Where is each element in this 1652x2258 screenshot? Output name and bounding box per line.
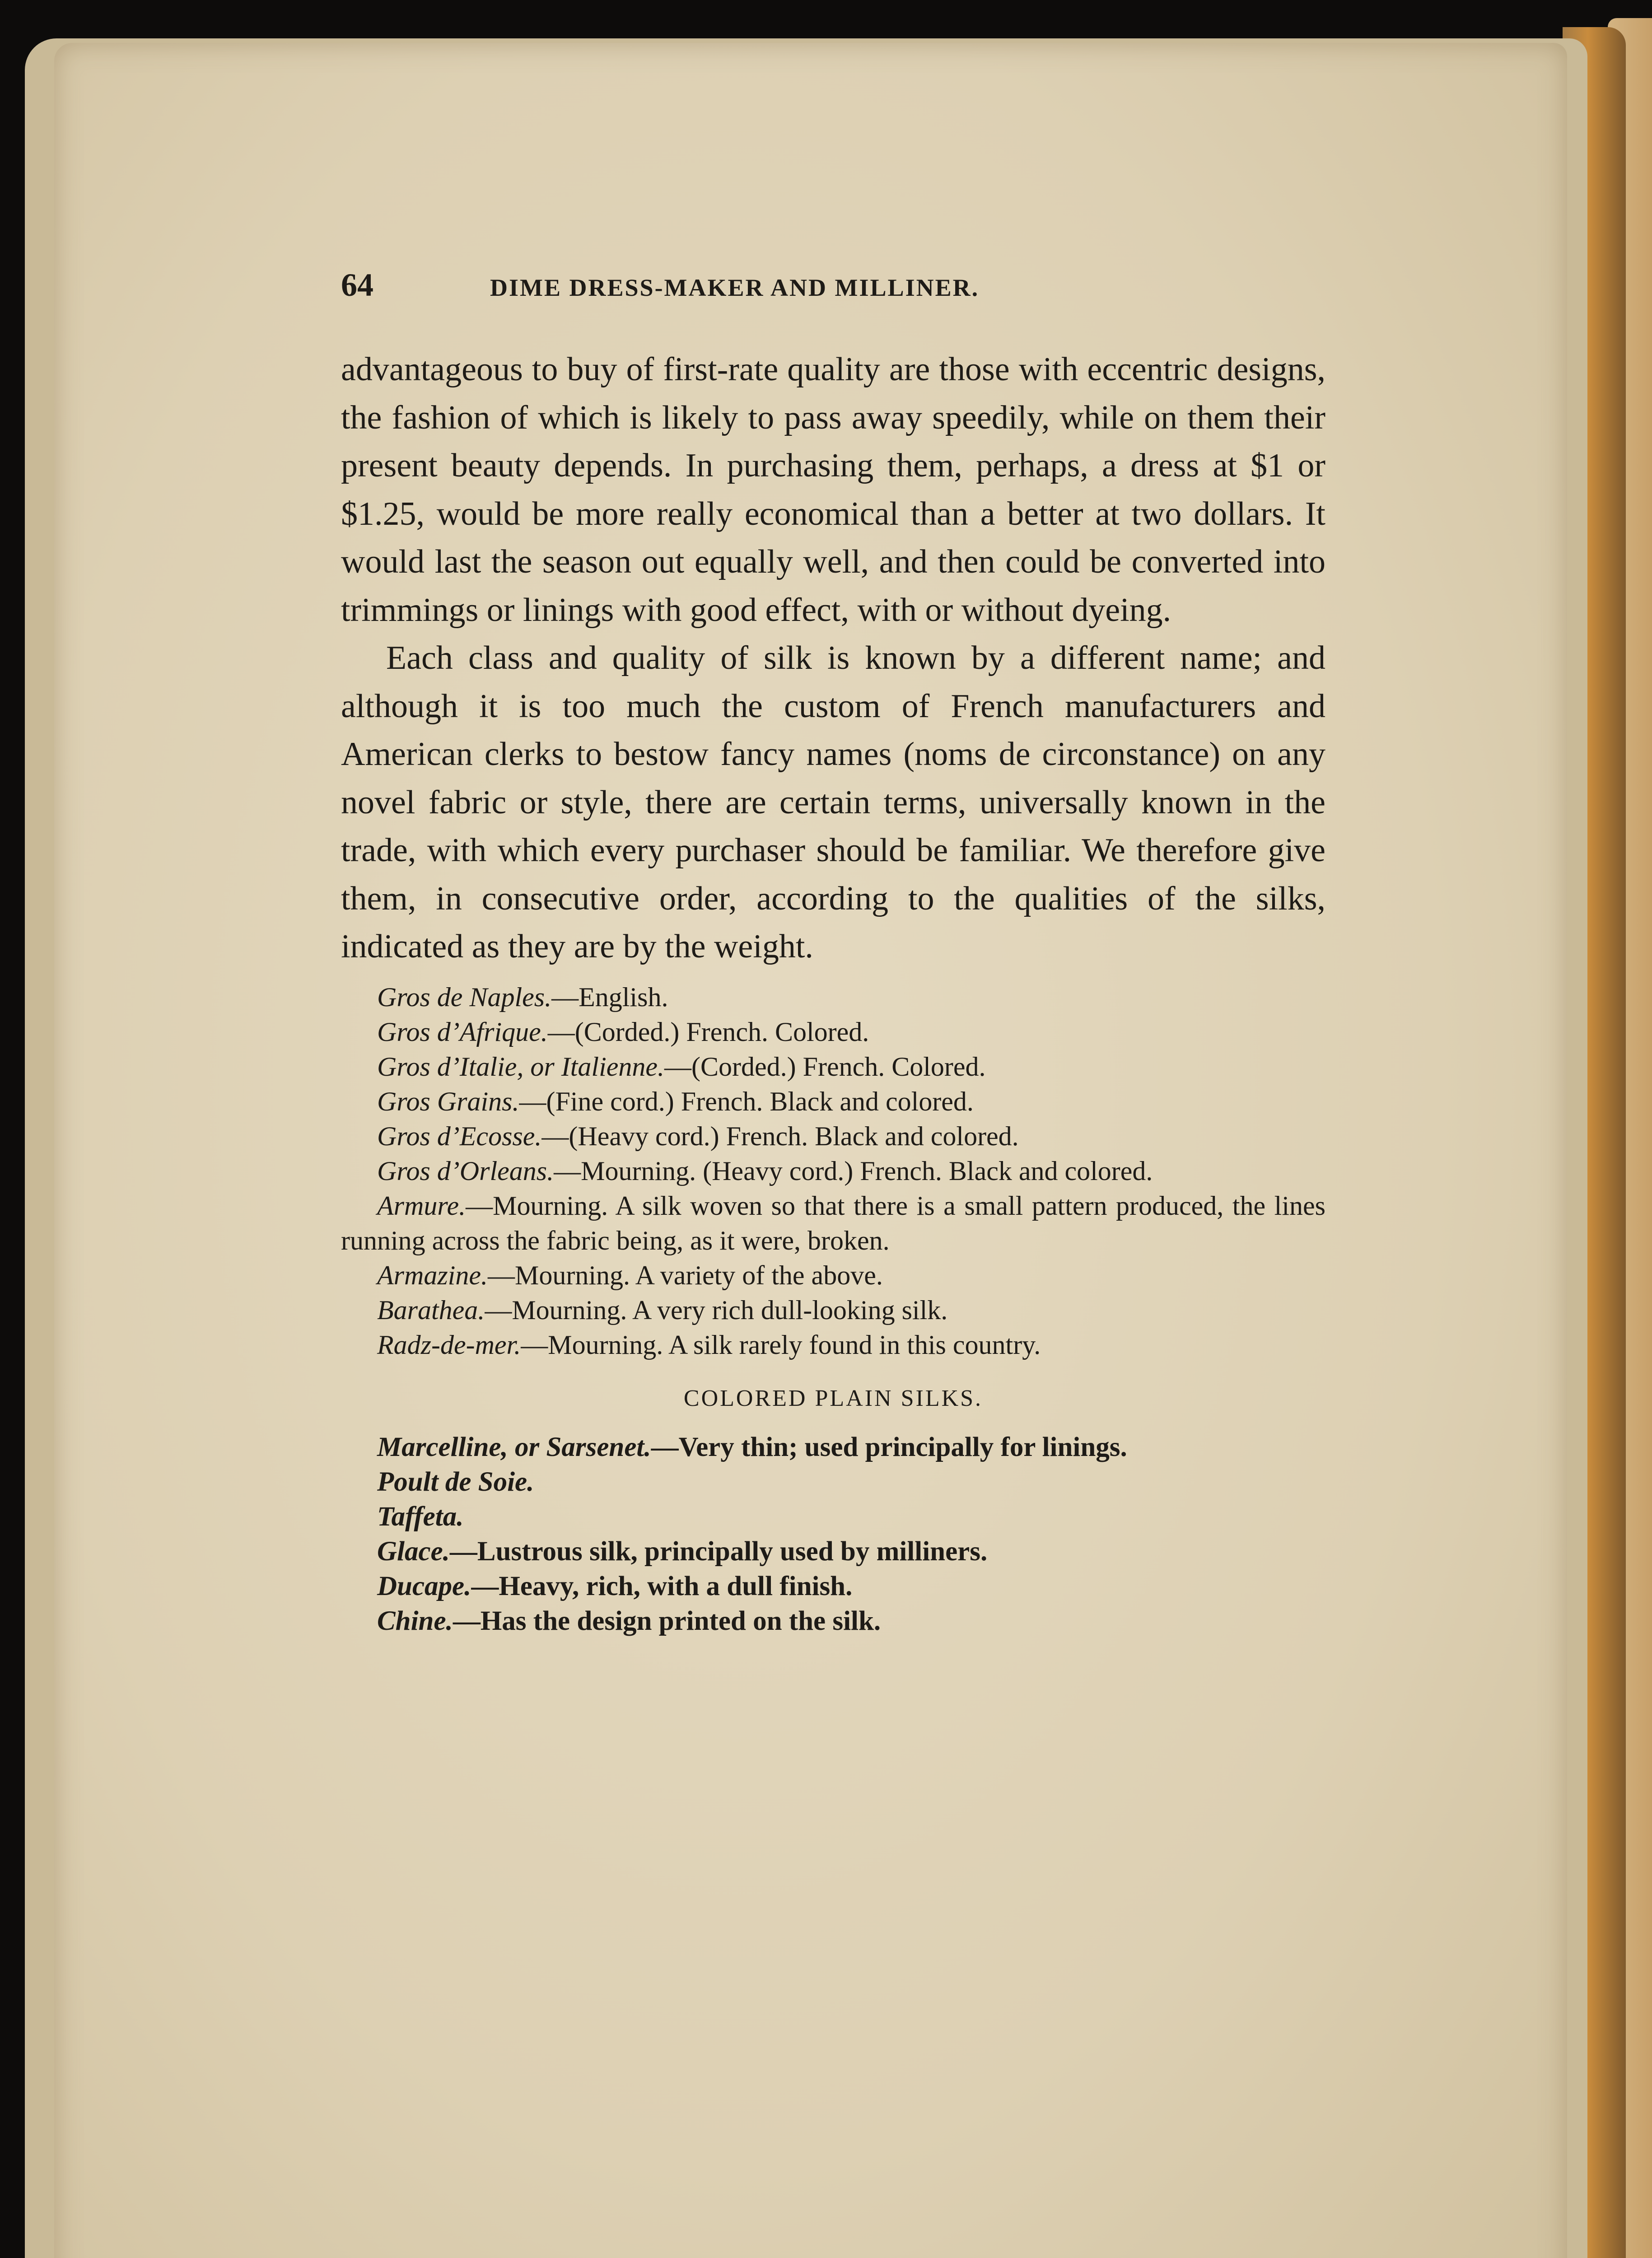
term-entry <box>341 1189 1325 1258</box>
term-entry <box>341 1499 1325 1534</box>
term-name: Gros d’Ecosse. <box>377 1121 542 1151</box>
running-head: DIME DRESS-MAKER AND MILLINER. <box>490 274 980 301</box>
term-name: Gros d’Afrique. <box>377 1017 548 1047</box>
term-entry <box>341 1154 1325 1189</box>
term-name: Barathea. <box>377 1295 485 1325</box>
term-description: —Mourning. A silk rarely found in this country. <box>521 1330 1041 1360</box>
term-description: —(Corded.) French. Colored. <box>547 1017 869 1047</box>
term-name: Glace. <box>377 1536 450 1567</box>
term-name: Chine. <box>377 1605 453 1636</box>
term-name: Armure. <box>377 1190 466 1221</box>
term-entry <box>341 1015 1325 1050</box>
term-name: Gros d’Italie, or Italienne. <box>377 1051 665 1082</box>
term-description: —Heavy, rich, with a dull finish. <box>471 1571 853 1601</box>
term-entry <box>341 1569 1325 1604</box>
term-description: —Has the design printed on the silk. <box>453 1605 881 1636</box>
term-entry <box>341 1050 1325 1084</box>
term-entry <box>341 1430 1325 1465</box>
term-name: Radz-de-mer. <box>377 1330 521 1360</box>
silk-terms-list <box>341 980 1325 1362</box>
term-entry <box>341 1534 1325 1569</box>
term-entry <box>341 1328 1325 1362</box>
term-name: Gros Grains. <box>377 1086 519 1116</box>
term-entry <box>341 1258 1325 1293</box>
term-name: Marcelline, or Sarsenet. <box>377 1432 651 1462</box>
term-name: Poult de Soie. <box>377 1466 534 1497</box>
term-name: Gros d’Orleans. <box>377 1156 554 1186</box>
page-number: 64 <box>341 267 373 303</box>
term-name: Gros de Naples. <box>377 982 552 1012</box>
term-entry <box>341 1465 1325 1499</box>
page-text <box>341 266 1325 1638</box>
term-name: Armazine. <box>377 1260 488 1290</box>
section-heading: COLORED PLAIN SILKS. <box>683 1385 983 1411</box>
term-description: —English. <box>551 982 668 1012</box>
term-description: —Lustrous silk, principally used by milliners. <box>449 1536 988 1567</box>
term-entry <box>341 980 1325 1015</box>
term-description: —Mourning. A variety of the above. <box>487 1260 883 1290</box>
term-name: Ducape. <box>377 1571 471 1601</box>
colored-silks-list <box>341 1430 1325 1638</box>
page-header <box>341 266 1325 304</box>
term-name: Taffeta. <box>377 1501 464 1532</box>
term-description: —(Heavy cord.) French. Black and colored. <box>541 1121 1019 1151</box>
term-description: —Mourning. (Heavy cord.) French. Black and colored. <box>554 1156 1153 1186</box>
term-description: —(Corded.) French. Colored. <box>664 1051 986 1082</box>
paragraph: advantageous to buy of first-rate quality are those with eccentric designs, the fashion of which is likely to pass away speedily, while on them their present beauty depends. In purchasing them, perhaps, a dress at $1 or $1.25, would be more really economical than a better at two dollars. It would last the season out equally well, and then could be converted into trimmings or linings with good effect, with or without dyeing. <box>341 351 1325 629</box>
term-entry <box>341 1084 1325 1119</box>
term-entry <box>341 1604 1325 1638</box>
term-description: —Very thin; used principally for linings. <box>651 1432 1127 1462</box>
term-description: —Mourning. A silk woven so that there is a small pattern produced, the lines running across the fabric being, as it were, broken. <box>341 1190 1325 1255</box>
term-description: —Mourning. A very rich dull-looking silk. <box>485 1295 948 1325</box>
term-description: —(Fine cord.) French. Black and colored. <box>519 1086 974 1116</box>
paragraph: Each class and quality of silk is known by a different name; and although it is too much the custom of French manufacturers and American clerks to bestow fancy names (noms de circonstance) on any novel fabric or style, there are certain terms, universally known in the trade, with which every purchaser should be familiar. We therefore give them, in consecutive order, according to the qualities of the silks, indicated as they are by the weight. <box>341 639 1325 965</box>
term-entry <box>341 1293 1325 1328</box>
term-entry <box>341 1119 1325 1154</box>
